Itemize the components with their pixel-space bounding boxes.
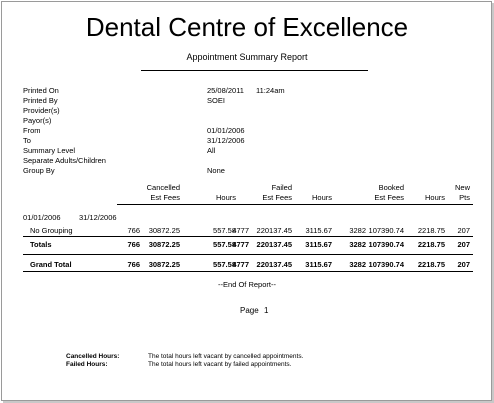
new-pts: 207: [457, 240, 470, 249]
new-pts: 207: [457, 260, 470, 269]
period-to: 31/12/2006: [79, 213, 117, 222]
cancelled-hours: 557.58: [213, 226, 236, 235]
booked-fees: 107390.74: [368, 226, 404, 235]
failed-count: 4777: [232, 240, 249, 249]
header-hours: Hours: [424, 193, 445, 202]
param-label: Provider(s): [23, 106, 60, 115]
footnote-text: The total hours left vacant by failed appointments.: [148, 361, 292, 368]
grand-total-underline: [23, 271, 473, 272]
cancelled-count: 766: [127, 226, 140, 235]
param-label: Payor(s): [23, 116, 52, 125]
cancelled-fees: 30872.25: [148, 226, 180, 235]
param-label: Printed On: [23, 86, 59, 95]
failed-fees: 220137.45: [256, 260, 292, 269]
param-value: All: [207, 146, 216, 155]
report-subtitle: Appointment Summary Report: [186, 52, 308, 62]
booked-hours: 2218.75: [417, 226, 445, 235]
page-label: Page: [240, 306, 259, 315]
header-booked: Booked: [378, 183, 404, 192]
param-value: SOEI: [207, 96, 225, 105]
header-hours: Hours: [311, 193, 332, 202]
param-value: 31/12/2006: [207, 136, 245, 145]
grand-total-rule: [23, 254, 473, 255]
param-value: 25/08/2011: [207, 86, 244, 95]
booked-fees: 107390.74: [368, 240, 404, 249]
booked-hours: 2218.75: [417, 260, 445, 269]
booked-fees: 107390.74: [368, 260, 404, 269]
failed-hours: 3115.67: [305, 240, 332, 249]
subtitle-underline: [141, 70, 368, 71]
totals-rule: [23, 236, 473, 237]
param-label: Printed By: [23, 96, 58, 105]
cancelled-hours: 557.58: [213, 260, 236, 269]
new-pts: 207: [457, 226, 470, 235]
footnote-term: Cancelled Hours:: [66, 353, 120, 360]
page-number: 1: [264, 306, 269, 315]
cancelled-count: 766: [127, 260, 140, 269]
footnote-text: The total hours left vacant by cancelled appointments.: [148, 353, 304, 360]
failed-fees: 220137.45: [256, 240, 292, 249]
param-label: Group By: [23, 166, 55, 175]
header-failed: Failed: [271, 183, 292, 192]
row-label: Totals: [30, 240, 52, 249]
cancelled-count: 766: [127, 240, 140, 249]
period-from: 01/01/2006: [23, 213, 61, 222]
header-hours: Hours: [215, 193, 236, 202]
failed-hours: 3115.67: [305, 226, 332, 235]
cancelled-hours: 557.58: [213, 240, 236, 249]
end-of-report: --End Of Report--: [218, 280, 276, 289]
cancelled-fees: 30872.25: [148, 260, 180, 269]
booked-hours: 2218.75: [417, 240, 445, 249]
header-est-fees: Est Fees: [150, 193, 180, 202]
failed-count: 4777: [232, 226, 249, 235]
header-rule: [117, 204, 473, 205]
header-est-fees: Est Fees: [374, 193, 404, 202]
header-new: New: [454, 183, 470, 192]
param-value: 01/01/2006: [207, 126, 245, 135]
param-label: To: [23, 136, 31, 145]
param-value: None: [207, 166, 225, 175]
row-label: No Grouping: [30, 226, 73, 235]
param-value-time: 11:24am: [256, 86, 285, 95]
footnote-term: Failed Hours:: [66, 361, 108, 368]
booked-count: 3282: [349, 226, 366, 235]
param-label: From: [23, 126, 41, 135]
param-label: Summary Level: [23, 146, 76, 155]
header-cancelled: Cancelled: [146, 183, 180, 192]
booked-count: 3282: [349, 260, 366, 269]
header-pts: Pts: [459, 193, 470, 202]
cancelled-fees: 30872.25: [148, 240, 180, 249]
booked-count: 3282: [349, 240, 366, 249]
failed-count: 4777: [232, 260, 249, 269]
row-label: Grand Total: [30, 260, 72, 269]
failed-hours: 3115.67: [305, 260, 332, 269]
header-est-fees: Est Fees: [262, 193, 292, 202]
param-label: Separate Adults/Children: [23, 156, 106, 165]
report-title: Dental Centre of Excellence: [85, 12, 409, 42]
failed-fees: 220137.45: [256, 226, 292, 235]
